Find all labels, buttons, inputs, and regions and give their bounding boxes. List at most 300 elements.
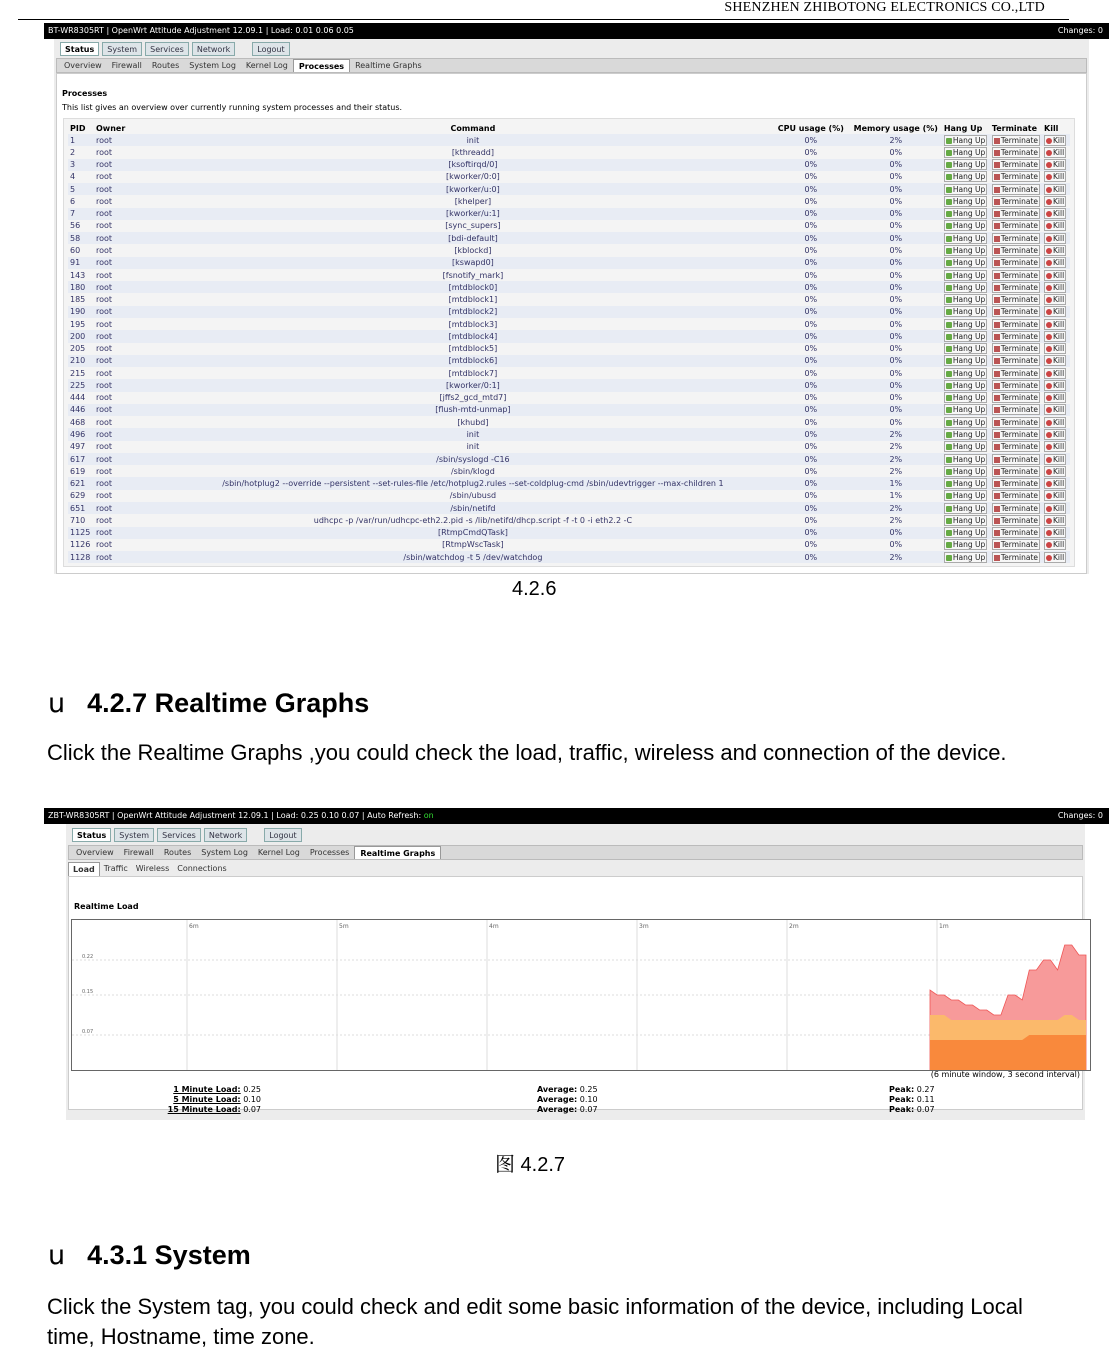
kill-button[interactable]	[1044, 159, 1066, 170]
tab-logout[interactable]: Logout	[264, 828, 301, 842]
button-label: Hang Up	[952, 270, 986, 280]
hang-up-button[interactable]	[944, 355, 987, 366]
terminate-button[interactable]	[992, 220, 1040, 231]
terminate-button[interactable]	[992, 257, 1040, 268]
kill-button[interactable]	[1044, 135, 1066, 146]
terminate-button[interactable]	[992, 552, 1040, 563]
hang-up-icon	[946, 309, 952, 315]
kill-button[interactable]	[1044, 171, 1066, 182]
top-status-bar	[44, 23, 1109, 39]
owner-cell: root	[96, 270, 113, 280]
hang-up-icon	[946, 395, 952, 401]
kill-icon	[1046, 162, 1052, 168]
hang-up-button[interactable]	[944, 135, 987, 146]
command-cell: [mtdblock2]	[174, 306, 772, 318]
peak-label: Peak:	[889, 1085, 915, 1094]
hang-up-button[interactable]	[944, 282, 987, 293]
hang-up-button[interactable]	[944, 454, 987, 465]
kill-button[interactable]	[1044, 331, 1066, 342]
hang-up-button[interactable]	[944, 552, 987, 563]
button-label: Kill	[1053, 479, 1065, 489]
button-label: Terminate	[1000, 319, 1038, 329]
button-label: Hang Up	[952, 221, 986, 231]
action-cell	[942, 257, 990, 269]
owner-cell: root	[94, 527, 174, 539]
terminate-icon	[994, 555, 1000, 561]
owner-cell: root	[96, 172, 113, 182]
button-label: Terminate	[1000, 344, 1038, 354]
subtab-realtime-graphs[interactable]: Realtime Graphs	[354, 846, 441, 859]
button-label: Kill	[1053, 270, 1065, 280]
command-cell: /sbin/ubusd	[449, 491, 497, 501]
memory-cell: 2%	[850, 428, 942, 440]
action-cell	[942, 392, 990, 404]
cpu-cell: 0%	[804, 147, 818, 157]
kill-icon	[1046, 432, 1052, 438]
terminate-button[interactable]	[992, 404, 1040, 415]
action-cell	[942, 514, 990, 526]
subtab-routes[interactable]: Routes	[151, 61, 180, 70]
hang-up-icon	[946, 199, 952, 205]
owner-cell: root	[94, 428, 174, 440]
memory-cell: 0%	[850, 330, 942, 342]
kill-button[interactable]	[1044, 245, 1066, 256]
process-table-wrap	[63, 118, 1075, 567]
hang-up-button[interactable]	[944, 171, 987, 182]
command-cell: [khubd]	[457, 417, 489, 427]
pid-cell: 710	[70, 515, 86, 525]
pid-cell: 2	[70, 147, 76, 157]
y-tick-label: 0.22	[82, 954, 94, 960]
pid-cell: 205	[70, 344, 86, 354]
terminate-button[interactable]	[992, 147, 1040, 158]
hang-up-button[interactable]	[944, 220, 987, 231]
button-label: Kill	[1053, 160, 1065, 170]
terminate-button[interactable]	[992, 441, 1040, 452]
load-value: 0.25	[243, 1085, 261, 1094]
terminate-button[interactable]	[992, 539, 1040, 550]
load-value: 0.10	[243, 1095, 261, 1104]
cpu-cell: 0%	[772, 428, 850, 440]
subtab-processes[interactable]: Processes	[309, 848, 350, 857]
kill-icon	[1046, 309, 1052, 315]
terminate-button[interactable]	[992, 135, 1040, 146]
kill-button[interactable]	[1044, 282, 1066, 293]
terminate-button[interactable]	[992, 245, 1040, 256]
kill-button[interactable]	[1044, 466, 1066, 477]
action-cell	[990, 232, 1042, 244]
button-label: Terminate	[1000, 491, 1038, 501]
hang-up-button[interactable]	[944, 343, 987, 354]
hang-up-button[interactable]	[944, 490, 987, 501]
tab-system[interactable]: System	[102, 42, 142, 56]
kill-button[interactable]	[1044, 184, 1066, 195]
kill-button[interactable]	[1044, 319, 1066, 330]
load-chart	[71, 919, 1091, 1071]
terminate-button[interactable]	[992, 380, 1040, 391]
hang-up-button[interactable]	[944, 245, 987, 256]
hang-up-button[interactable]	[944, 539, 987, 550]
button-label: Hang Up	[952, 491, 986, 501]
window-note: (6 minute window, 3 second interval)	[930, 1070, 1080, 1079]
kill-button[interactable]	[1044, 417, 1066, 428]
terminate-button[interactable]	[992, 515, 1040, 526]
action-cell	[1042, 281, 1070, 293]
terminate-button[interactable]	[992, 466, 1040, 477]
table-row	[68, 465, 1070, 477]
action-cell	[990, 281, 1042, 293]
terminate-icon	[994, 371, 1000, 377]
subtab-system-log[interactable]: System Log	[189, 61, 236, 70]
button-label: Terminate	[1000, 356, 1038, 366]
peak-entry	[889, 1085, 935, 1094]
hang-up-button[interactable]	[944, 257, 987, 268]
kill-icon	[1046, 334, 1052, 340]
hang-up-button[interactable]	[944, 233, 987, 244]
hang-up-button[interactable]	[944, 380, 987, 391]
terminate-icon	[994, 420, 1000, 426]
kill-button[interactable]	[1044, 404, 1066, 415]
load-label[interactable]: 1 Minute Load:	[173, 1085, 241, 1094]
terminate-button[interactable]	[992, 331, 1040, 342]
subtab-firewall[interactable]: Firewall	[111, 61, 142, 70]
hang-up-button[interactable]	[944, 429, 987, 440]
subtab-kernel-log[interactable]: Kernel Log	[257, 848, 300, 857]
hang-up-icon	[946, 248, 952, 254]
terminate-icon	[994, 285, 1000, 291]
button-label: Terminate	[1000, 221, 1038, 231]
kill-button[interactable]	[1044, 380, 1066, 391]
kill-button[interactable]	[1044, 368, 1066, 379]
kill-icon	[1046, 236, 1052, 242]
terminate-button[interactable]	[992, 306, 1040, 317]
tab-network[interactable]: Network	[192, 42, 235, 56]
subtab-overview[interactable]: Overview	[76, 848, 114, 857]
terminate-button[interactable]	[992, 343, 1040, 354]
terminate-button[interactable]	[992, 478, 1040, 489]
hang-up-button[interactable]	[944, 294, 987, 305]
kill-button[interactable]	[1044, 220, 1066, 231]
table-row	[68, 453, 1070, 465]
terminate-icon	[994, 187, 1000, 193]
terminate-button[interactable]	[992, 184, 1040, 195]
hang-up-button[interactable]	[944, 368, 987, 379]
hang-up-button[interactable]	[944, 147, 987, 158]
kill-icon	[1046, 346, 1052, 352]
button-label: Terminate	[1000, 405, 1038, 415]
pid-cell: 58	[68, 232, 94, 244]
terminate-icon	[994, 444, 1000, 450]
kill-button[interactable]	[1044, 294, 1066, 305]
kill-icon	[1046, 199, 1052, 205]
hang-up-button[interactable]	[944, 515, 987, 526]
subtab-connections[interactable]: Connections	[177, 864, 227, 873]
hang-up-button[interactable]	[944, 417, 987, 428]
load-entry	[149, 1105, 261, 1114]
table-row	[68, 146, 1070, 158]
terminate-button[interactable]	[992, 503, 1040, 514]
terminate-icon	[994, 236, 1000, 242]
action-cell	[990, 404, 1042, 416]
action-cell	[990, 379, 1042, 391]
button-label: Kill	[1053, 209, 1065, 219]
terminate-button[interactable]	[992, 208, 1040, 219]
hang-up-icon	[946, 260, 952, 266]
subtab-overview[interactable]: Overview	[64, 61, 102, 70]
terminate-button[interactable]	[992, 429, 1040, 440]
subtab-kernel-log[interactable]: Kernel Log	[245, 61, 288, 70]
command-cell: [sync_supers]	[445, 221, 501, 231]
hang-up-button[interactable]	[944, 404, 987, 415]
command-cell: [ksoftirqd/0]	[174, 159, 772, 171]
memory-cell: 2%	[850, 551, 942, 563]
hang-up-button[interactable]	[944, 466, 987, 477]
button-label: Terminate	[1000, 417, 1038, 427]
action-cell	[990, 208, 1042, 220]
subtab-wireless[interactable]: Wireless	[135, 864, 170, 873]
pid-cell: 215	[70, 368, 86, 378]
table-row	[68, 490, 1070, 502]
hang-up-button[interactable]	[944, 319, 987, 330]
button-label: Kill	[1053, 405, 1065, 415]
kill-button[interactable]	[1044, 503, 1066, 514]
kill-icon	[1046, 530, 1052, 536]
terminate-button[interactable]	[992, 454, 1040, 465]
tab-services[interactable]: Services	[157, 828, 201, 842]
realtime-graphs-screenshot	[44, 808, 1109, 1120]
subtab-traffic[interactable]: Traffic	[103, 864, 128, 873]
terminate-button[interactable]	[992, 233, 1040, 244]
terminate-button[interactable]	[992, 282, 1040, 293]
tab-logout[interactable]: Logout	[252, 42, 289, 56]
section-heading-431	[48, 1240, 251, 1271]
kill-button[interactable]	[1044, 527, 1066, 538]
action-cell	[1042, 367, 1070, 379]
table-row	[68, 477, 1070, 489]
button-label: Hang Up	[952, 172, 986, 182]
action-cell	[942, 293, 990, 305]
hang-up-button[interactable]	[944, 527, 987, 538]
memory-cell: 0%	[889, 147, 903, 157]
action-cell	[942, 330, 990, 342]
memory-cell: 0%	[850, 257, 942, 269]
action-cell	[990, 183, 1042, 195]
changes-counter[interactable]: Changes: 0	[1057, 26, 1103, 35]
terminate-button[interactable]	[992, 319, 1040, 330]
kill-button[interactable]	[1044, 355, 1066, 366]
action-cell	[990, 367, 1042, 379]
kill-icon	[1046, 211, 1052, 217]
processes-screenshot	[44, 23, 1109, 574]
owner-cell: root	[94, 159, 174, 171]
company-name: SHENZHEN ZHIBOTONG ELECTRONICS CO.,LTD	[724, 0, 1045, 15]
terminate-button[interactable]	[992, 392, 1040, 403]
kill-icon	[1046, 248, 1052, 254]
action-cell	[990, 134, 1042, 146]
terminate-icon	[994, 248, 1000, 254]
cpu-cell: 0%	[804, 344, 818, 354]
terminate-icon	[994, 407, 1000, 413]
kill-button[interactable]	[1044, 539, 1066, 550]
tab-status[interactable]: Status	[72, 828, 111, 842]
cpu-cell: 0%	[772, 257, 850, 269]
button-label: Kill	[1053, 319, 1065, 329]
kill-button[interactable]	[1044, 306, 1066, 317]
button-label: Kill	[1053, 491, 1065, 501]
hang-up-button[interactable]	[944, 208, 987, 219]
hang-up-button[interactable]	[944, 392, 987, 403]
peak-value: 0.27	[916, 1085, 935, 1094]
terminate-icon	[994, 542, 1000, 548]
kill-button[interactable]	[1044, 515, 1066, 526]
kill-button[interactable]	[1044, 552, 1066, 563]
button-label: Hang Up	[952, 344, 986, 354]
owner-cell: root	[94, 232, 174, 244]
pid-cell: 1	[68, 134, 94, 146]
button-label: Kill	[1053, 172, 1065, 182]
kill-button[interactable]	[1044, 208, 1066, 219]
subtab-load[interactable]: Load	[68, 862, 100, 877]
hang-up-button[interactable]	[944, 478, 987, 489]
tab-status[interactable]: Status	[60, 42, 99, 56]
terminate-button[interactable]	[992, 171, 1040, 182]
auto-refresh-toggle[interactable]: on	[423, 811, 434, 820]
kill-button[interactable]	[1044, 392, 1066, 403]
command-cell: [mtdblock7]	[448, 368, 498, 378]
terminate-icon	[994, 493, 1000, 499]
owner-cell: root	[96, 319, 113, 329]
kill-button[interactable]	[1044, 454, 1066, 465]
action-cell	[1042, 220, 1070, 232]
terminate-button[interactable]	[992, 368, 1040, 379]
action-cell	[1042, 392, 1070, 404]
hang-up-icon	[946, 444, 952, 450]
button-label: Terminate	[1000, 209, 1038, 219]
kill-button[interactable]	[1044, 270, 1066, 281]
load-label[interactable]: 15 Minute Load:	[167, 1105, 241, 1114]
owner-cell: root	[94, 208, 174, 220]
action-cell	[1042, 171, 1070, 183]
kill-button[interactable]	[1044, 441, 1066, 452]
hang-up-icon	[946, 223, 952, 229]
hang-up-button[interactable]	[944, 503, 987, 514]
terminate-icon	[994, 506, 1000, 512]
hang-up-button[interactable]	[944, 196, 987, 207]
subtab-firewall[interactable]: Firewall	[123, 848, 154, 857]
button-label: Hang Up	[952, 405, 986, 415]
terminate-button[interactable]	[992, 196, 1040, 207]
action-cell	[942, 551, 990, 563]
peak-label: Peak:	[889, 1095, 915, 1104]
tab-services[interactable]: Services	[145, 42, 189, 56]
pid-cell: 210	[68, 355, 94, 367]
tab-system[interactable]: System	[114, 828, 154, 842]
hang-up-button[interactable]	[944, 441, 987, 452]
hang-up-button[interactable]	[944, 331, 987, 342]
subtab-routes[interactable]: Routes	[163, 848, 192, 857]
button-label: Terminate	[1000, 295, 1038, 305]
terminate-button[interactable]	[992, 294, 1040, 305]
hang-up-button[interactable]	[944, 270, 987, 281]
kill-icon	[1046, 383, 1052, 389]
terminate-button[interactable]	[992, 355, 1040, 366]
pid-cell: 4	[70, 172, 76, 182]
button-label: Terminate	[1000, 393, 1038, 403]
terminate-icon	[994, 346, 1000, 352]
section-title: 4.2.7 Realtime Graphs	[87, 688, 370, 718]
button-label: Terminate	[1000, 307, 1038, 317]
terminate-button[interactable]	[992, 490, 1040, 501]
kill-icon	[1046, 223, 1052, 229]
pid-cell: 629	[70, 491, 86, 501]
memory-cell: 0%	[889, 172, 903, 182]
hang-up-button[interactable]	[944, 184, 987, 195]
table-row	[68, 281, 1070, 293]
button-label: Kill	[1053, 466, 1065, 476]
kill-icon	[1046, 138, 1052, 144]
kill-button[interactable]	[1044, 478, 1066, 489]
hang-up-icon	[946, 469, 952, 475]
action-cell	[1042, 428, 1070, 440]
action-cell	[1042, 355, 1070, 367]
pid-cell: 195	[70, 319, 86, 329]
tab-network[interactable]: Network	[204, 828, 247, 842]
subtab-realtime-graphs[interactable]: Realtime Graphs	[355, 61, 422, 70]
pid-cell: 91	[68, 257, 94, 269]
hang-up-button[interactable]	[944, 306, 987, 317]
button-label: Terminate	[1000, 184, 1038, 194]
terminate-button[interactable]	[992, 159, 1040, 170]
luci-content	[54, 39, 1089, 574]
button-label: Hang Up	[952, 356, 986, 366]
bullet: u	[48, 1240, 66, 1271]
average-value: 0.07	[579, 1105, 598, 1114]
column-header: Terminate	[991, 123, 1038, 133]
action-cell	[1042, 453, 1070, 465]
hang-up-icon	[946, 506, 952, 512]
kill-icon	[1046, 493, 1052, 499]
kill-button[interactable]	[1044, 429, 1066, 440]
series-area-15-minute-load	[930, 1035, 1086, 1070]
kill-button[interactable]	[1044, 147, 1066, 158]
table-row	[68, 318, 1070, 330]
hang-up-icon	[946, 273, 952, 279]
terminate-button[interactable]	[992, 270, 1040, 281]
terminate-icon	[994, 138, 1000, 144]
subtab-system-log[interactable]: System Log	[201, 848, 248, 857]
action-cell	[1042, 465, 1070, 477]
subtab-processes[interactable]: Processes	[293, 59, 350, 72]
terminate-button[interactable]	[992, 417, 1040, 428]
kill-button[interactable]	[1044, 257, 1066, 268]
button-label: Hang Up	[952, 209, 986, 219]
hang-up-button[interactable]	[944, 159, 987, 170]
terminate-button[interactable]	[992, 527, 1040, 538]
hang-up-icon	[946, 162, 952, 168]
action-cell	[990, 392, 1042, 404]
kill-button[interactable]	[1044, 343, 1066, 354]
column-header: PID	[70, 123, 86, 133]
kill-button[interactable]	[1044, 233, 1066, 244]
load-label[interactable]: 5 Minute Load:	[173, 1095, 241, 1104]
command-cell: [mtdblock1]	[448, 295, 498, 305]
changes-counter[interactable]: Changes: 0	[1057, 811, 1103, 820]
memory-cell: 0%	[889, 319, 903, 329]
kill-button[interactable]	[1044, 490, 1066, 501]
kill-button[interactable]	[1044, 196, 1066, 207]
action-cell	[1042, 159, 1070, 171]
action-cell	[1042, 477, 1070, 489]
